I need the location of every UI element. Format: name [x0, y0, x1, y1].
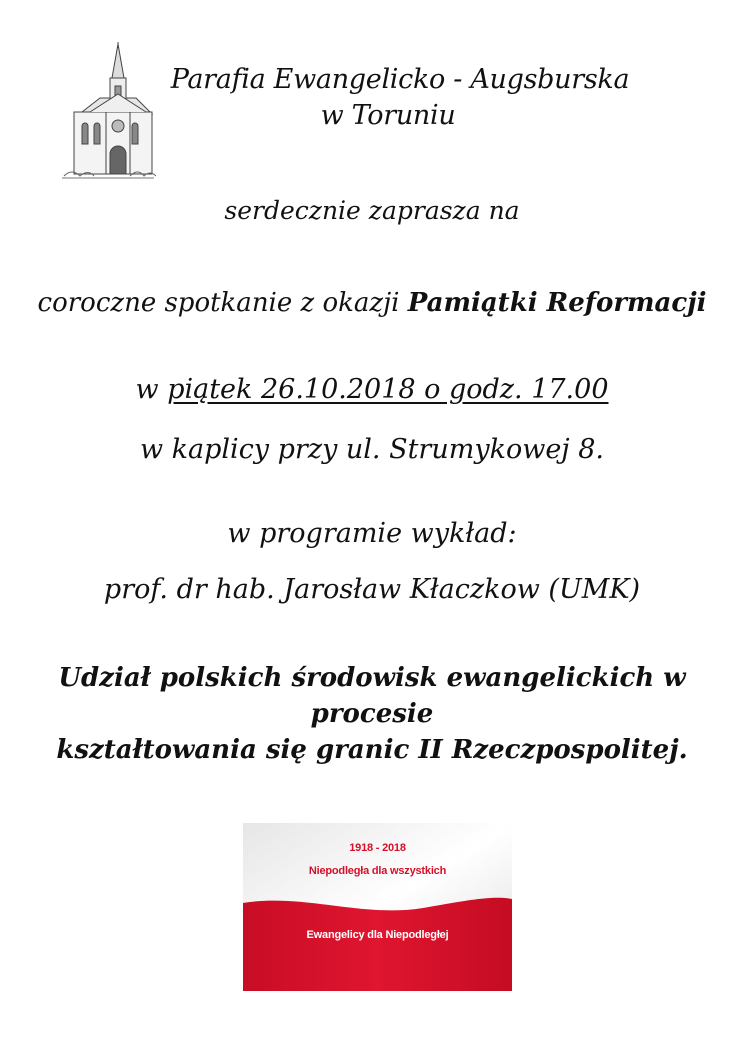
- event-date: [0, 374, 744, 405]
- occasion-text: [0, 288, 744, 318]
- parish-name-line1: Parafia Ewangelicko - Augsburska: [170, 64, 630, 95]
- lecture-title-line2: kształtowania się granic II Rzeczpospolitej.: [56, 735, 688, 765]
- parish-name: [150, 62, 650, 134]
- banner-slogan: Niepodległa dla wszystkich: [308, 865, 447, 877]
- occasion-name: Pamiątki Reformacji: [407, 288, 707, 318]
- program-label: w programie wykład:: [227, 518, 517, 549]
- event-date-prefix: w: [135, 374, 168, 405]
- lecturer-name: prof. dr hab. Jarosław Kłaczkow (UMK): [103, 574, 641, 605]
- event-date-value: piątek 26.10.2018 o godz. 17.00: [167, 374, 609, 405]
- event-place: w kaplicy przy ul. Strumykowej 8.: [139, 434, 605, 465]
- banner-years: 1918 - 2018: [349, 842, 406, 854]
- banner-subtitle: Ewangelicy dla Niepodległej: [306, 929, 449, 941]
- invite-text: serdecznie zaprasza na: [224, 196, 520, 225]
- occasion-prefix: coroczne spotkanie z okazji: [37, 288, 408, 318]
- parish-name-line2: w Toruniu: [320, 100, 456, 131]
- lecture-title-line1: Udział polskich środowisk ewangelickich w procesie: [58, 663, 686, 729]
- independence-banner: [243, 823, 512, 991]
- lecture-title: [0, 660, 744, 768]
